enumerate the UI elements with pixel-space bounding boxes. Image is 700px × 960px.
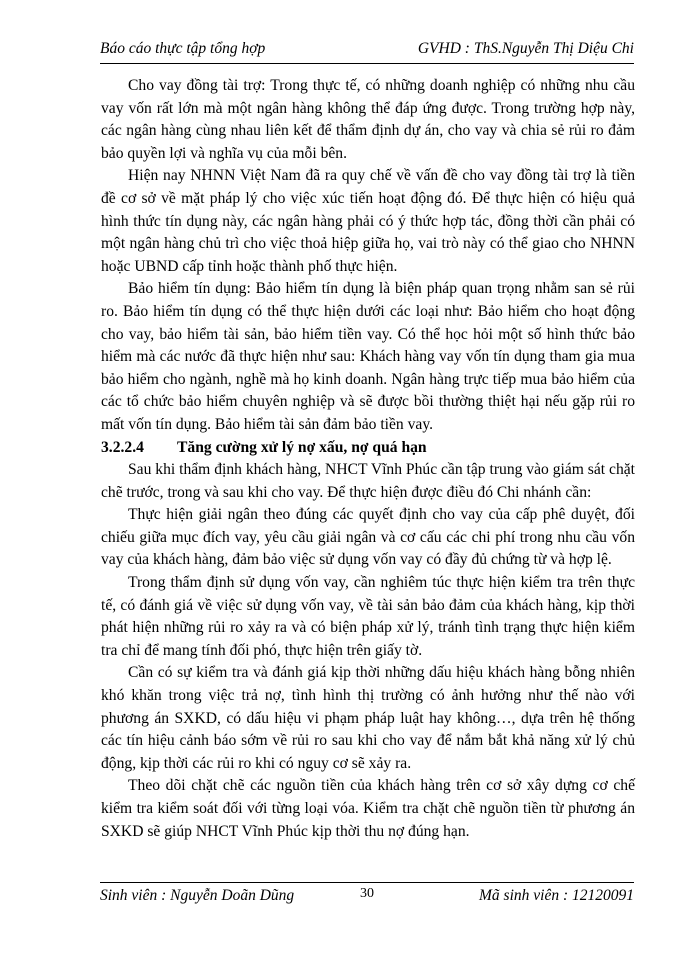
paragraph-loan-usage-check: Trong thẩm định sử dụng vốn vay, cần nghiêm túc thực hiện kiểm tra trên thực tế, có đánh giá về việc sử dụng vốn vay, về tài sản bảo đảm của khách hàng, kịp thời phát hiện những rủi ro xảy ra và có biện pháp xử lý, tránh tình trạng thực hiện kiểm tra chỉ để mang tính đối phó, thực hiện trên giấy tờ. bbox=[101, 574, 635, 659]
paragraph-disbursement: Thực hiện giải ngân theo đúng các quyết định cho vay của cấp phê duyệt, đối chiếu giữa mục đích vay, yêu cầu giải ngân và cơ cấu các chi phí trong nhu cầu vốn vay của khách hàng, đảm bảo việc sử dụng vốn vay có đầy đủ chứng từ và hợp lệ. bbox=[101, 506, 635, 569]
page-footer bbox=[100, 882, 634, 907]
section-title: Tăng cường xử lý nợ xấu, nợ quá hạn bbox=[177, 438, 427, 456]
page-header bbox=[100, 39, 634, 64]
page-body bbox=[101, 75, 635, 843]
paragraph-credit-insurance: Bảo hiểm tín dụng: Bảo hiểm tín dụng là biện pháp quan trọng nhằm san sẻ rủi ro. Bảo hiểm tín dụng có thể thực hiện dưới các loại như: Bảo hiểm cho hoạt động cho vay, bảo hiểm tài sản, bảo hiểm tiền vay. Có thể học hỏi một số hình thức bảo hiểm mà các nước đã thực hiện như sau: Khách hàng vay vốn tín dụng tham gia mua bảo hiểm cho ngành, nghề mà họ kinh doanh. Ngân hàng trực tiếp mua bảo hiểm của các tổ chức bảo hiểm chuyên nghiệp và sẽ được bồi thường thiệt hại nếu gặp rủi ro mất vốn tín dụng. Bảo hiểm tài sản đảm bảo tiền vay. bbox=[101, 280, 635, 433]
paragraph-regulation: Hiện nay NHNN Việt Nam đã ra quy chế về vấn đề cho vay đồng tài trợ là tiền đề cơ sở về mặt pháp lý cho việc xúc tiến hoạt động đó. Để thực hiện có hiệu quả hình thức tín dụng này, các ngân hàng phải có ý thức hợp tác, đồng thời cần phải có một ngân hàng chủ trì cho việc thoả hiệp giữa họ, vai trò này có thể giao cho NHNN hoặc UBND cấp tỉnh hoặc thành phố thực hiện. bbox=[101, 167, 635, 275]
paragraph-early-warning: Cần có sự kiểm tra và đánh giá kịp thời những dấu hiệu khách hàng bỗng nhiên khó khăn trong việc trả nợ, tình hình thị trường có ảnh hưởng như thế nào với phương án SXKD, có dấu hiệu vi phạm pháp luật hay không…, dựa trên hệ thống các tín hiệu cảnh báo sớm về rủi ro sau khi cho vay để nắm bắt khả năng xử lý chủ động, kịp thời các rủi ro khi có nguy cơ sẽ xảy ra. bbox=[101, 664, 635, 772]
section-number: 3.2.2.4 bbox=[101, 438, 144, 456]
section-heading bbox=[101, 437, 635, 460]
paragraph-cash-flow-tracking: Theo dõi chặt chẽ các nguồn tiền của khách hàng trên cơ sở xây dựng cơ chế kiểm tra kiểm soát đối với từng loại vóa. Kiểm tra chặt chẽ nguồn tiền từ phương án SXKD sẽ giúp NHCT Vĩnh Phúc kịp thời thu nợ đúng hạn. bbox=[101, 777, 635, 840]
footer-student-id: Mã sinh viên : 12120091 bbox=[479, 887, 634, 904]
paragraph-monitoring-intro: Sau khi thẩm định khách hàng, NHCT Vĩnh Phúc cần tập trung vào giám sát chặt chẽ trước, trong và sau khi cho vay. Để thực hiện được điều đó Chi nhánh cần: bbox=[101, 461, 635, 501]
header-supervisor: GVHD : ThS.Nguyễn Thị Diệu Chi bbox=[417, 40, 634, 57]
paragraph-co-financing: Cho vay đồng tài trợ: Trong thực tế, có những doanh nghiệp có những nhu cầu vay vốn rất lớn mà một ngân hàng không thể đáp ứng được. Trong trường hợp này, các ngân hàng cùng nhau liên kết để thẩm định dự án, cho vay và chia sẻ rủi ro đảm bảo quyền lợi và nghĩa vụ của mỗi bên. bbox=[101, 77, 635, 162]
page-number: 30 bbox=[360, 886, 374, 901]
footer-student-name: Sinh viên : Nguyễn Doãn Dũng bbox=[100, 887, 295, 904]
header-report-title: Báo cáo thực tập tổng hợp bbox=[100, 40, 266, 57]
